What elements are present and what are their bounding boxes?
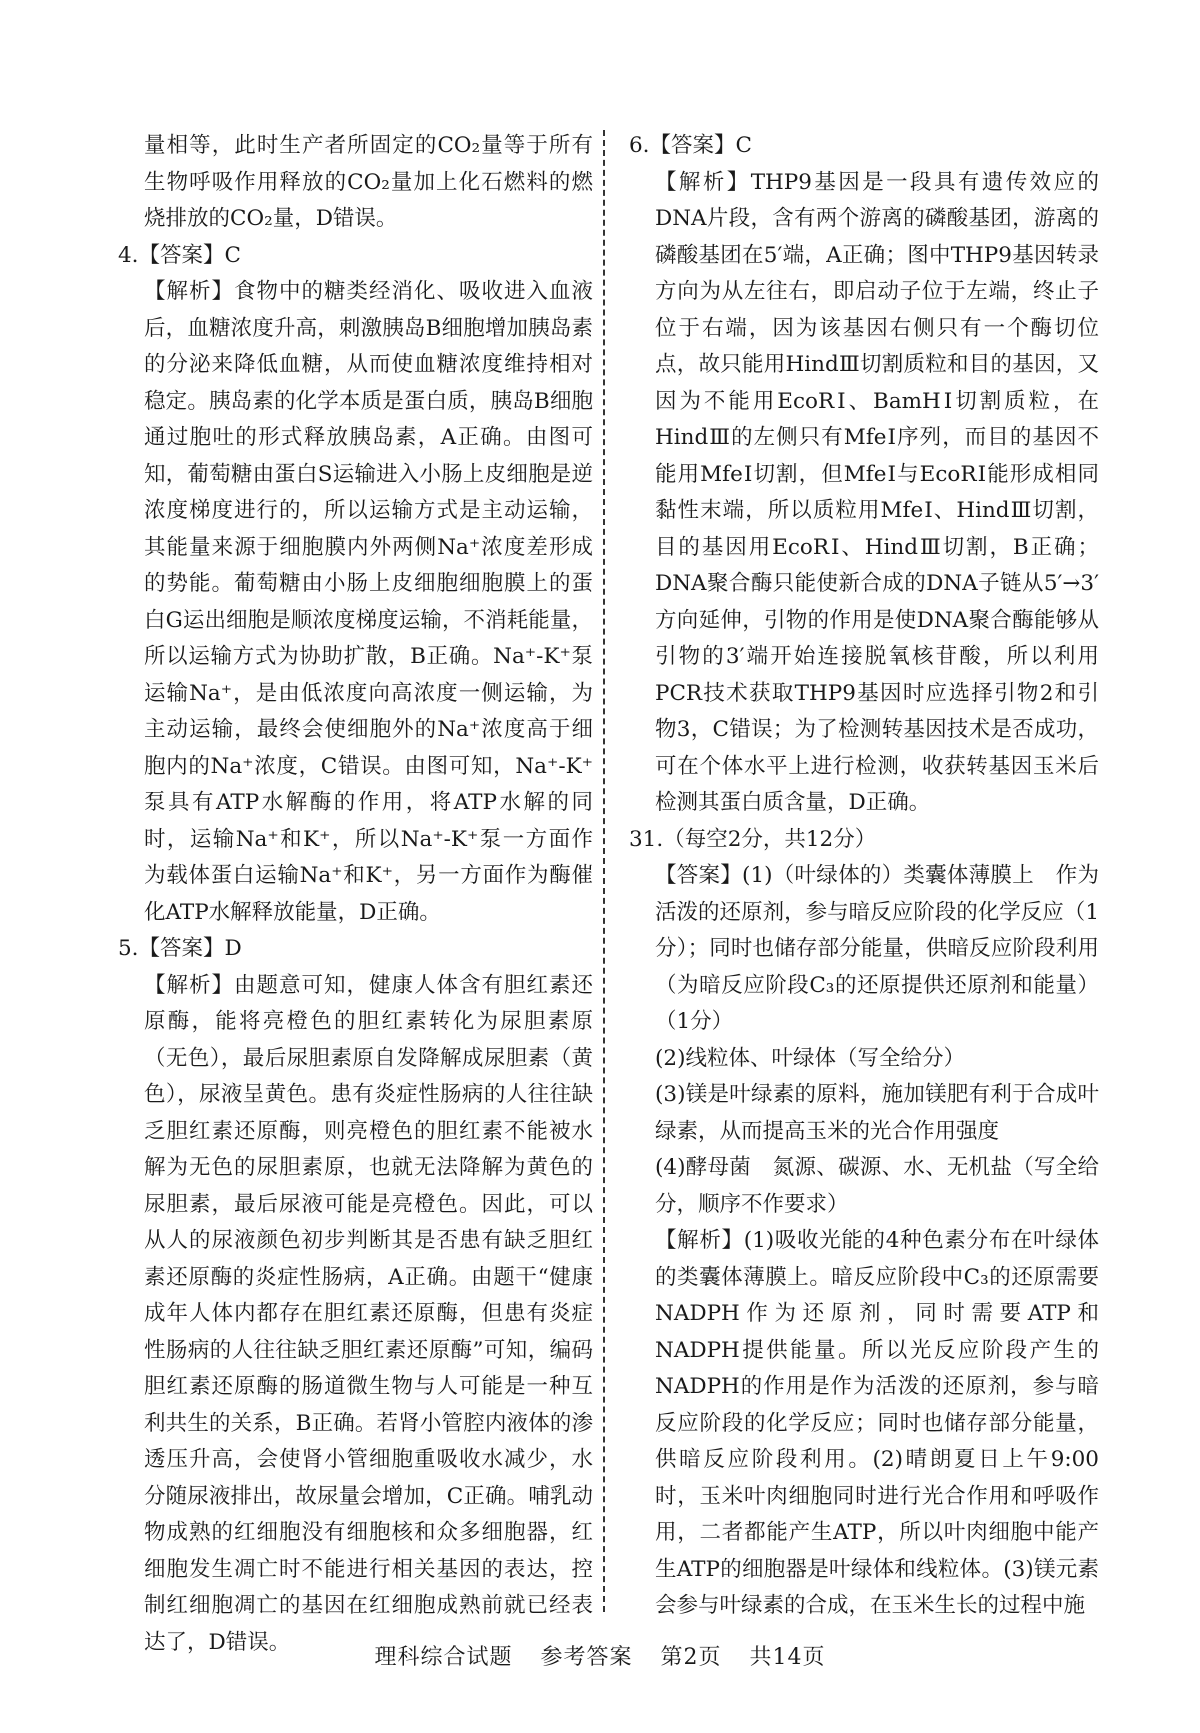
q5-analysis: 【解析】由题意可知，健康人体含有胆红素还原酶，能将亮橙色的胆红素转化为尿胆素原（无色），最后尿胆素原自发降解成尿胆素（黄色），尿液呈黄色。患有炎症性肠病的人往往缺乏胆红素还原酶，则亮橙色的胆红素不能被水解为无色的尿胆素原，也就无法降解为黄色的尿胆素，最后尿液可能是亮橙色。因此，可以从人的尿液颜色初步判断其是否患有缺乏胆红素还原酶的炎症性肠病，A正确。由题干“健康成年人体内都存在胆红素还原酶，但患有炎症性肠病的人往往缺乏胆红素还原酶”可知，编码胆红素还原酶的肠道微生物与人可能是一种互利共生的关系，B正确。若肾小管腔内液体的渗透压升高，会使肾小管细胞重吸收水减少，水分随尿液排出，故尿量会增加，C正确。哺乳动物成熟的红细胞没有细胞核和众多细胞器，红细胞发生凋亡时不能进行相关基因的表达，控制红细胞凋亡的基因在红细胞成熟前就已经表达了，D错误。	[144, 972, 593, 1655]
continued-paragraph-q3: 量相等，此时生产者所固定的CO₂量等于所有生物呼吸作用释放的CO₂量加上化石燃料的燃烧排放的CO₂量，D错误。	[144, 133, 593, 231]
footer-subject: 理科综合试题	[374, 1645, 513, 1670]
left-column	[118, 128, 593, 1661]
q6-analysis: 【解析】THP9基因是一段具有遗传效应的DNA片段，含有两个游离的磷酸基团，游离的磷酸基团在5′端，A正确；图中THP9基因转录方向为从左往右，即启动子位于左端，终止子位于右端，因为该基因右侧只有一个酶切位点，故只能用HindⅢ切割质粒和目的基因，又因为不能用EcoRⅠ、BamHⅠ切割质粒，在HindⅢ的左侧只有MfeⅠ序列，而目的基因不能用MfeⅠ切割，但MfeⅠ与EcoRⅠ能形成相同黏性末端，所以质粒用MfeⅠ、HindⅢ切割，目的基因用EcoRⅠ、HindⅢ切割，B正确；DNA聚合酶只能使新合成的DNA子链从5′→3′方向延伸，引物的作用是使DNA聚合酶能够从引物的3′端开始连接脱氧核苷酸，所以利用PCR技术获取THP9基因时应选择引物2和引物3，C错误；为了检测转基因技术是否成功，可在个体水平上进行检测，收获转基因玉米后检测其蛋白质含量，D正确。	[655, 169, 1099, 815]
footer-doc-type: 参考答案	[540, 1645, 633, 1670]
q31-answer-3: (3)镁是叶绿素的原料，施加镁肥有利于合成叶绿素，从而提高玉米的光合作用强度	[655, 1082, 1099, 1144]
column-divider	[603, 130, 605, 1612]
footer-page-total: 共14页	[749, 1645, 826, 1670]
footer-page-number: 第2页	[660, 1645, 722, 1670]
q4-analysis: 【解析】食物中的糖类经消化、吸收进入血液后，血糖浓度升高，刺激胰岛B细胞增加胰岛素的分泌来降低血糖，从而使血糖浓度维持相对稳定。胰岛素的化学本质是蛋白质，胰岛B细胞通过胞吐的形式释放胰岛素，A正确。由图可知，葡萄糖由蛋白S运输进入小肠上皮细胞是逆浓度梯度进行的，所以运输方式是主动运输，其能量来源于细胞膜内外两侧Na⁺浓度差形成的势能。葡萄糖由小肠上皮细胞细胞膜上的蛋白G运出细胞是顺浓度梯度运输，不消耗能量，所以运输方式为协助扩散，B正确。Na⁺-K⁺泵运输Na⁺，是由低浓度向高浓度一侧运输，为主动运输，最终会使细胞外的Na⁺浓度高于细胞内的Na⁺浓度，C错误。由图可知，Na⁺-K⁺泵具有ATP水解酶的作用，将ATP水解的同时，运输Na⁺和K⁺，所以Na⁺-K⁺泵一方面作为载体蛋白运输Na⁺和K⁺，另一方面作为酶催化ATP水解释放能量，D正确。	[144, 279, 593, 925]
q31-answer-4: (4)酵母菌 氮源、碳源、水、无机盐（写全给分，顺序不作要求）	[655, 1155, 1099, 1217]
q31-analysis: 【解析】(1)吸收光能的4种色素分布在叶绿体的类囊体薄膜上。暗反应阶段中C₃的还原需要NADPH作为还原剂，同时需要ATP和NADPH提供能量。所以光反应阶段产生的NADPH的作用是作为活泼的还原剂，参与暗反应阶段的化学反应；同时也储存部分能量，供暗反应阶段利用。(2)晴朗夏日上午9:00时，玉米叶肉细胞同时进行光合作用和呼吸作用，二者都能产生ATP，所以叶肉细胞中能产生ATP的细胞器是叶绿体和线粒体。(3)镁元素会参与叶绿素的合成，在玉米生长的过程中施	[655, 1228, 1099, 1618]
q5-answer: 5.【答案】D	[118, 936, 242, 961]
q31-answer-1: 【答案】(1)（叶绿体的）类囊体薄膜上 作为活泼的还原剂，参与暗反应阶段的化学反应（1分）；同时也储存部分能量，供暗反应阶段利用（为暗反应阶段C₃的还原提供还原剂和能量）（1分）	[655, 863, 1099, 1034]
page-footer	[0, 1640, 1200, 1671]
q4-answer: 4.【答案】C	[118, 242, 241, 268]
q31-heading: 31.（每空2分，共12分）	[629, 826, 877, 852]
right-column	[629, 128, 1099, 1625]
q6-answer: 6.【答案】C	[629, 133, 752, 158]
q31-answer-2: (2)线粒体、叶绿体（写全给分）	[655, 1045, 965, 1071]
